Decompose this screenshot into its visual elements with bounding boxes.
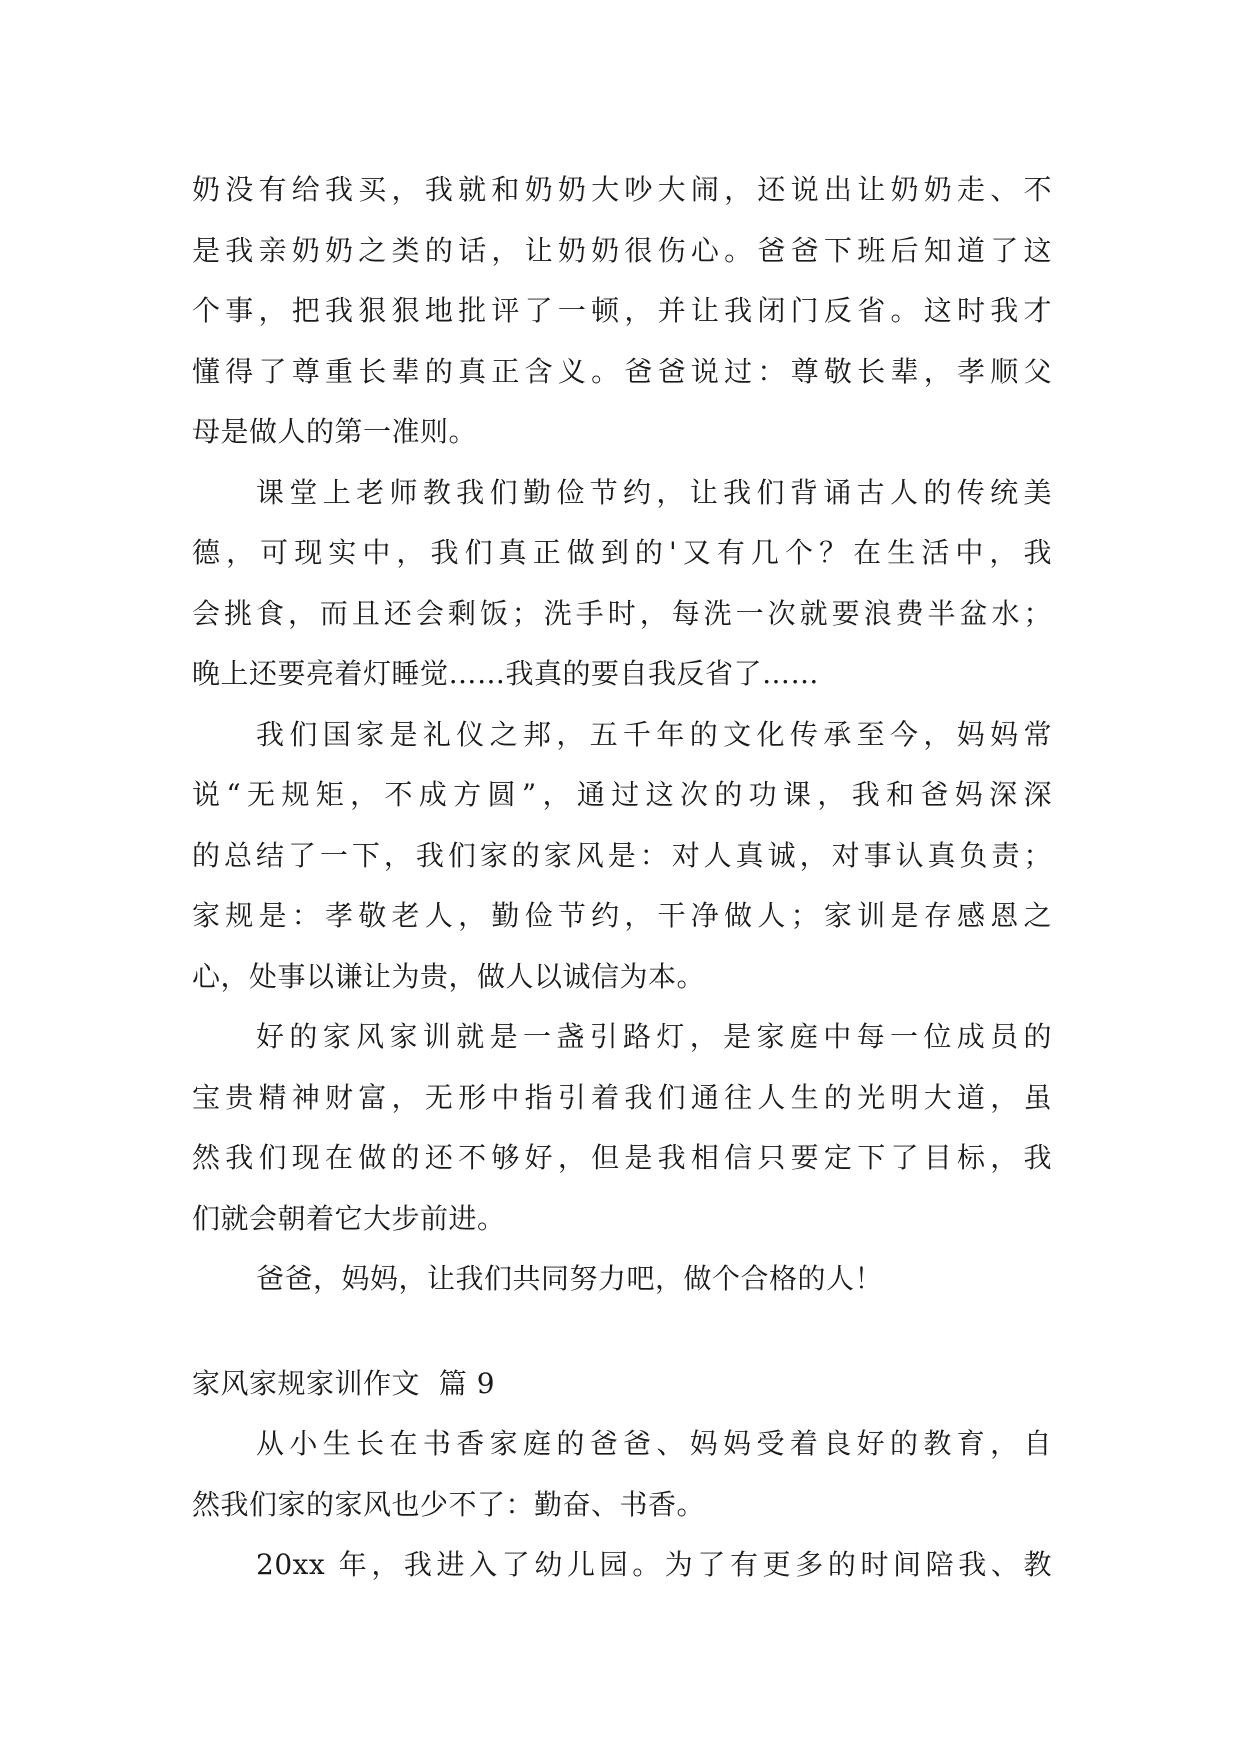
text-line: 20xx 年，我进入了幼儿园。为了有更多的时间陪我、教 <box>256 1548 1052 1581</box>
text-line: 爸爸，妈妈，让我们共同努力吧，做个合格的人！ <box>256 1262 884 1295</box>
paragraph-5 <box>192 1249 1052 1310</box>
paragraph-2 <box>192 463 1052 705</box>
text-line: 奶没有给我买，我就和奶奶大吵大闹，还说出让奶奶走、不 <box>192 173 1052 206</box>
section-paragraph-2 <box>192 1535 1052 1596</box>
text-line: 晚上还要亮着灯睡觉……我真的要自我反省了…… <box>192 657 820 690</box>
section-paragraph-1 <box>192 1414 1052 1535</box>
text-line: 是我亲奶奶之类的话，让奶奶很伤心。爸爸下班后知道了这 <box>192 233 1052 267</box>
paragraph-3 <box>192 705 1052 1008</box>
text-line: 个事，把我狠狠地批评了一顿，并让我闭门反省。这时我才 <box>192 294 1052 327</box>
text-line: 好的家风家训就是一盏引路灯，是家庭中每一位成员的 <box>256 1020 1052 1053</box>
text-line: 的总结了一下，我们家的家风是：对人真诚，对事认真负责； <box>192 838 1052 872</box>
text-line: 宝贵精神财富，无形中指引着我们通往人生的光明大道，虽 <box>192 1080 1052 1114</box>
text-line: 我们国家是礼仪之邦，五千年的文化传承至今，妈妈常 <box>256 717 1052 751</box>
text-line: 德，可现实中，我们真正做到的'又有几个？在生活中，我 <box>192 536 1052 569</box>
document-body <box>192 160 1052 1596</box>
text-line: 然我们现在做的还不够好，但是我相信只要定下了目标，我 <box>192 1141 1052 1174</box>
text-line: 家规是：孝敬老人，勤俭节约，干净做人；家训是存感恩之 <box>192 899 1052 932</box>
text-line: 懂得了尊重长辈的真正含义。爸爸说过：尊敬长辈，孝顺父 <box>192 354 1052 388</box>
text-line: 会挑食，而且还会剩饭；洗手时，每洗一次就要浪费半盆水； <box>192 596 1052 630</box>
section-spacer <box>192 1310 1052 1354</box>
text-line: 课堂上老师教我们勤俭节约，让我们背诵古人的传统美 <box>256 475 1052 509</box>
text-line: 从小生长在书香家庭的爸爸、妈妈受着良好的教育，自 <box>256 1427 1052 1460</box>
paragraph-1 <box>192 160 1052 463</box>
text-line: 心，处事以谦让为贵，做人以诚信为本。 <box>192 959 706 993</box>
paragraph-4 <box>192 1007 1052 1249</box>
text-line: 们就会朝着它大步前进。 <box>192 1201 506 1235</box>
text-line: 说“无规矩，不成方圆”，通过这次的功课，我和爸妈深深 <box>192 778 1052 811</box>
section-heading: 家风家规家训作文 篇 9 <box>192 1366 496 1400</box>
text-line: 然我们家的家风也少不了：勤奋、书香。 <box>192 1487 706 1521</box>
text-line: 母是做人的第一准则。 <box>192 415 478 448</box>
